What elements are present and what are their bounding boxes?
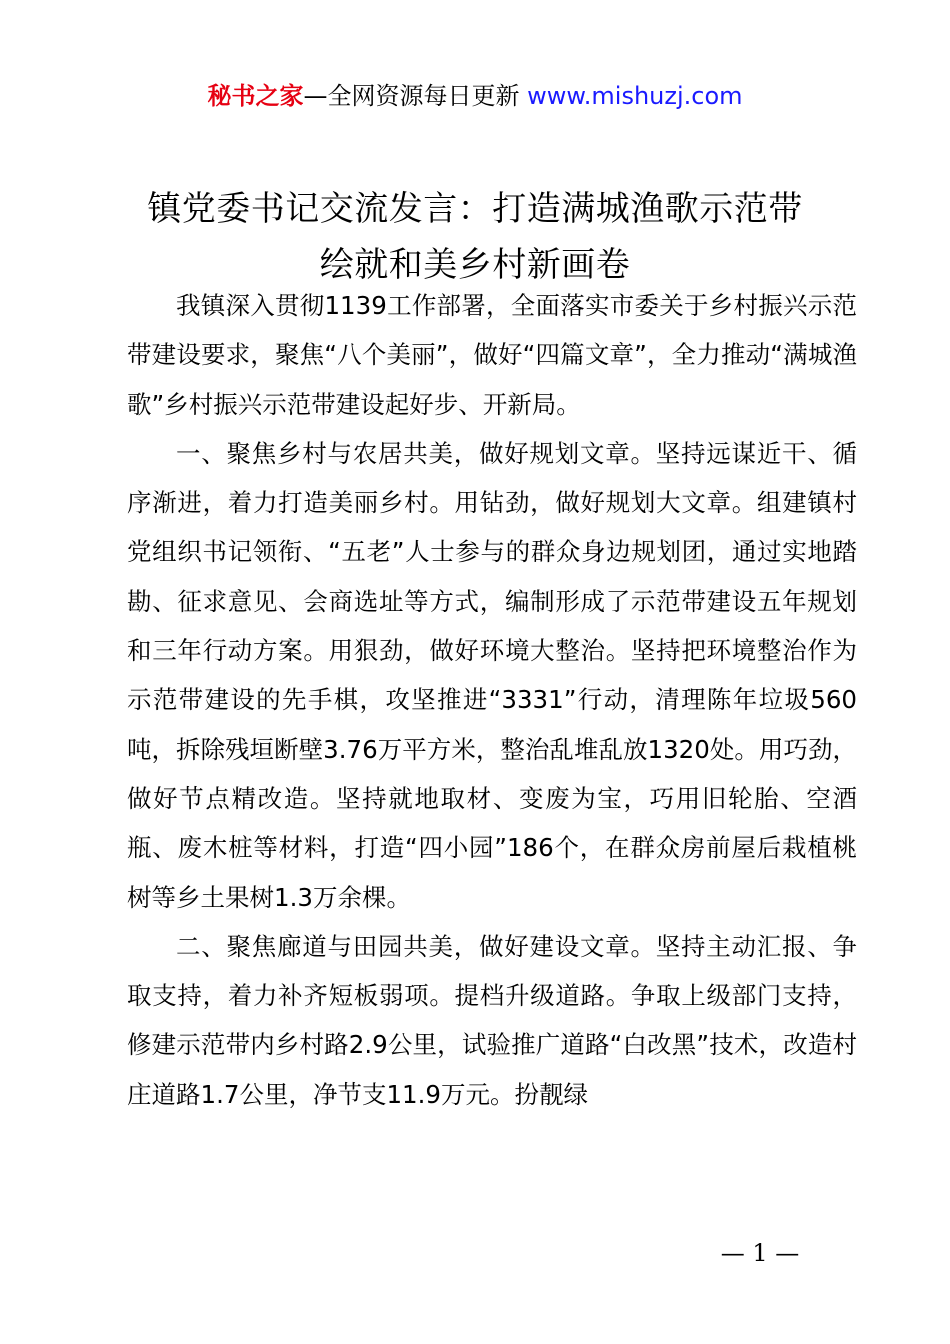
title-line-1: 镇党委书记交流发言：打造满城渔歌示范带 (147, 189, 803, 229)
site-brand: 秘书之家 (207, 82, 304, 110)
section-one-paragraph: 一、聚焦乡村与农居共美，做好规划文章。坚持远谋近干、循序渐进，着力打造美丽乡村。用钻劲，做好规划大文章。组建镇村党组织书记领衔、“五老”人士参与的群众身边规划团，通过实地踏勘、征求意见、会商选址等方式，编制形成了示范带建设五年规划和三年行动方案。用狠劲，做好环境大整治。坚持把环境整治作为示范带建设的先手棋，攻坚推进“3331”行动，清理陈年垃圾560吨，拆除残垣断壁3.76万平方米，整治乱堆乱放1320处。用巧劲，做好节点精改造。坚持就地取材、变废为宝，巧用旧轮胎、空酒瓶、废木桩等材料，打造“四小园”186个，在群众房前屋后栽植桃树等乡土果树1.3万余棵。 (127, 438, 857, 912)
site-slogan: —全网资源每日更新 (303, 82, 528, 110)
page-number: — 1 — (720, 1239, 800, 1267)
site-header (0, 78, 950, 114)
site-url-link[interactable]: www.mishuzj.com (527, 82, 743, 110)
intro-paragraph: 我镇深入贯彻1139工作部署，全面落实市委关于乡村振兴示范带建设要求，聚焦“八个美丽”，做好“四篇文章”，全力推动“满城渔歌”乡村振兴示范带建设起好步、开新局。 (127, 291, 857, 419)
title-line-2: 绘就和美乡村新画卷 (319, 245, 631, 285)
document-title (100, 181, 850, 293)
document-body (127, 281, 857, 1119)
section-two-paragraph: 二、聚焦廊道与田园共美，做好建设文章。坚持主动汇报、争取支持，着力补齐短板弱项。提档升级道路。争取上级部门支持，修建示范带内乡村路2.9公里，试验推广道路“白改黑”技术，改造村庄道路1.7公里，净节支11.9万元。扮靓绿 (127, 931, 857, 1109)
